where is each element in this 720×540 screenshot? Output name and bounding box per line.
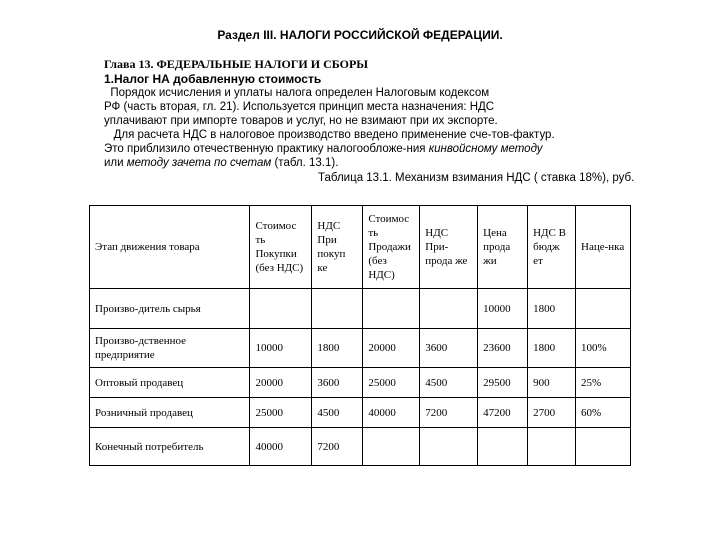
table-cell: 25% [576, 368, 631, 398]
text: Это приблизило отечественную практику налогообложе-ния [104, 143, 429, 155]
table-cell: 7200 [420, 398, 478, 428]
table-cell [420, 289, 478, 329]
table-cell: 7200 [312, 428, 363, 466]
table-cell [576, 428, 631, 466]
table-cell: 23600 [478, 329, 528, 368]
column-header: НДС При покуп ке [312, 206, 363, 289]
table-cell [250, 289, 312, 329]
paragraph-line: РФ (часть вторая, гл. 21). Используется принцип места назначения: НДС [104, 101, 495, 113]
table-cell: 4500 [420, 368, 478, 398]
table-cell: 60% [576, 398, 631, 428]
section-heading: 1.Налог НА добавленную стоимость [104, 72, 322, 86]
table-cell [528, 428, 576, 466]
paragraph-line: Порядок исчисления и уплаты налога определен Налоговым кодексом [104, 87, 490, 99]
italic-term: кинвойсному методу [428, 143, 543, 155]
table-cell: 900 [528, 368, 576, 398]
italic-term: методу зачета по счетам [126, 157, 272, 169]
table-cell [363, 289, 420, 329]
column-header: Этап движения товара [90, 206, 250, 289]
table-cell: 29500 [478, 368, 528, 398]
table-cell: 10000 [250, 329, 312, 368]
vat-table [89, 205, 631, 466]
table-cell: Оптовый продавец [90, 368, 250, 398]
paragraph-line: уплачивают при импорте товаров и услуг, но не взимают при их экспорте. [104, 115, 498, 127]
table-cell: 3600 [312, 368, 363, 398]
table-cell: Розничный продавец [90, 398, 250, 428]
table-cell [478, 428, 528, 466]
table-cell: 25000 [363, 368, 420, 398]
table-cell [420, 428, 478, 466]
table-cell: 25000 [250, 398, 312, 428]
table-cell: 3600 [420, 329, 478, 368]
page-title: Раздел III. НАЛОГИ РОССИЙСКОЙ ФЕДЕРАЦИИ. [217, 28, 503, 42]
table-caption: Таблица 13.1. Механизм взимания НДС ( ставка 18%), руб. [318, 172, 635, 184]
table-cell: 1800 [312, 329, 363, 368]
table-cell: 1800 [528, 329, 576, 368]
table-cell: Произво-дственное предприятие [90, 329, 250, 368]
column-header: Наце-нка [576, 206, 631, 289]
table-cell: Конечный потребитель [90, 428, 250, 466]
table-cell: 47200 [478, 398, 528, 428]
table-cell: 4500 [312, 398, 363, 428]
table-cell: 1800 [528, 289, 576, 329]
paragraph-line: Для расчета НДС в налоговое производство введено применение сче-тов-фактур. [104, 129, 555, 141]
table-cell: 20000 [363, 329, 420, 368]
text: или [104, 157, 127, 169]
table-cell: Произво-дитель сырья [90, 289, 250, 329]
header-row [90, 206, 631, 289]
paragraph-line [104, 143, 543, 155]
column-header: Цена прода жи [478, 206, 528, 289]
table-cell [576, 289, 631, 329]
table-cell [312, 289, 363, 329]
table-row [90, 368, 631, 398]
table-cell [363, 428, 420, 466]
column-header: Стоимос ть Покупки (без НДС) [250, 206, 312, 289]
table-row [90, 398, 631, 428]
chapter-heading: Глава 13. ФЕДЕРАЛЬНЫЕ НАЛОГИ И СБОРЫ [104, 57, 369, 71]
column-header: НДС В бюдж ет [528, 206, 576, 289]
column-header: Стоимос ть Продажи (без НДС) [363, 206, 420, 289]
table-cell: 10000 [478, 289, 528, 329]
table-row [90, 329, 631, 368]
column-header: НДС При-прода же [420, 206, 478, 289]
text: (табл. 13.1). [271, 157, 339, 169]
table-cell: 100% [576, 329, 631, 368]
paragraph-line [104, 157, 338, 169]
table-row [90, 289, 631, 329]
table-row [90, 428, 631, 466]
table-cell: 40000 [363, 398, 420, 428]
table-cell: 40000 [250, 428, 312, 466]
table-cell: 20000 [250, 368, 312, 398]
table-cell: 2700 [528, 398, 576, 428]
